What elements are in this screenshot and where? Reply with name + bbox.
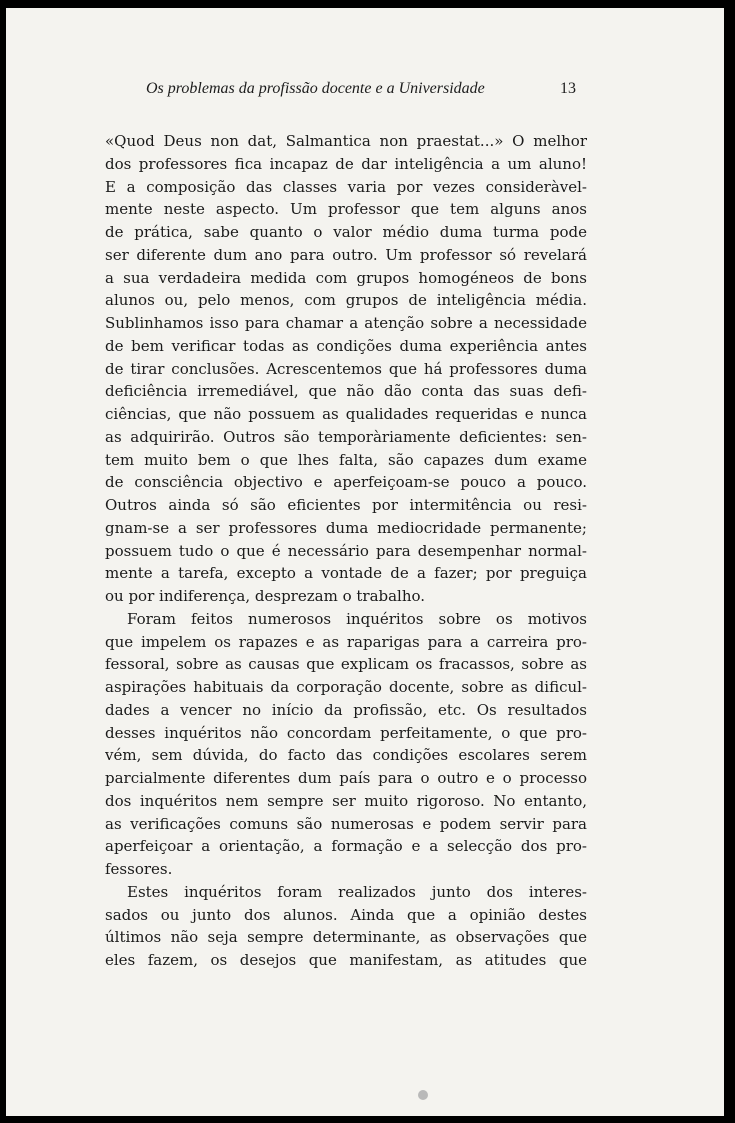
text-line: de prática, sabe quanto o valor médio duma turma pode [105,223,587,241]
text-line: dos inquéritos nem sempre ser muito rigoroso. No entanto, [105,791,587,810]
page-number: 13 [560,80,576,97]
binding-hole [418,1090,428,1100]
text-line: desses inquéritos não concordam perfeitamente, o que pro- [105,723,587,742]
text-line: de bem verificar todas as condições duma experiência antes [105,336,587,355]
text-line: aperfeiçoar a orientação, a formação e a selecção dos pro- [105,837,587,856]
text-line: tem muito bem o que lhes falta, são capazes dum exame [105,450,587,469]
text-line: últimos não seja sempre determinante, as observações que [105,928,587,947]
text-line: mente neste aspecto. Um professor que tem alguns anos [105,200,587,219]
text-line: eles fazem, os desejos que manifestam, as atitudes que [105,951,587,969]
text-line: ou por indiferença, desprezam o trabalho. [105,587,426,605]
body-text [105,130,587,972]
text-line: ser diferente dum ano para outro. Um professor só revelará [105,245,587,264]
running-title: Os problemas da profissão docente e a Universidade [146,80,485,97]
text-line: de consciência objectivo e aperfeiçoam-se pouco a pouco. [105,473,587,492]
running-header [146,80,576,106]
text-line: ciências, que não possuem as qualidades requeridas e nunca [105,405,587,423]
text-line: gnam-se a ser professores duma mediocridade permanente; [105,518,587,537]
text-line: as adquirirão. Outros são temporàriamente deficientes: sen- [105,427,587,446]
text-line: Sublinhamos isso para chamar a atenção sobre a necessidade [105,314,587,332]
text-line: Estes inquéritos foram realizados junto dos interes- [127,882,587,901]
text-line: fessoral, sobre as causas que explicam os fracassos, sobre as [105,655,587,674]
text-line: as verificações comuns são numerosas e podem servir para [105,814,587,833]
text-line: que impelem os rapazes e as raparigas para a carreira pro- [105,632,587,651]
text-line: E a composição das classes varia por vezes consideràvel- [105,177,587,196]
text-line: vém, sem dúvida, do facto das condições escolares serem [105,746,587,765]
text-line: alunos ou, pelo menos, com grupos de inteligência média. [105,291,587,310]
text-line: de tirar conclusões. Acrescentemos que há professores duma [105,359,587,378]
text-line: dades a vencer no início da profissão, etc. Os resultados [105,700,587,719]
text-line: dos professores fica incapaz de dar inteligência a um aluno! [105,154,587,173]
text-line: Outros ainda só são eficientes por intermitência ou resi- [105,496,587,514]
text-line: «Quod Deus non dat, Salmantica non praestat...» O melhor [105,132,587,150]
text-line: possuem tudo o que é necessário para desempenhar normal- [105,541,587,560]
text-line: sados ou junto dos alunos. Ainda que a opinião destes [105,905,587,924]
book-page [6,8,724,1116]
text-line: a sua verdadeira medida com grupos homogéneos de bons [105,268,587,287]
text-line: mente a tarefa, excepto a vontade de a fazer; por preguiça [105,564,587,583]
text-line: fessores. [105,860,173,878]
text-line: deficiência irremediável, que não dão conta das suas defi- [105,382,587,401]
text-line: aspirações habituais da corporação docente, sobre as dificul- [105,678,587,696]
text-line: parcialmente diferentes dum país para o outro e o processo [105,769,587,787]
text-line: Foram feitos numerosos inquéritos sobre os motivos [127,609,587,628]
